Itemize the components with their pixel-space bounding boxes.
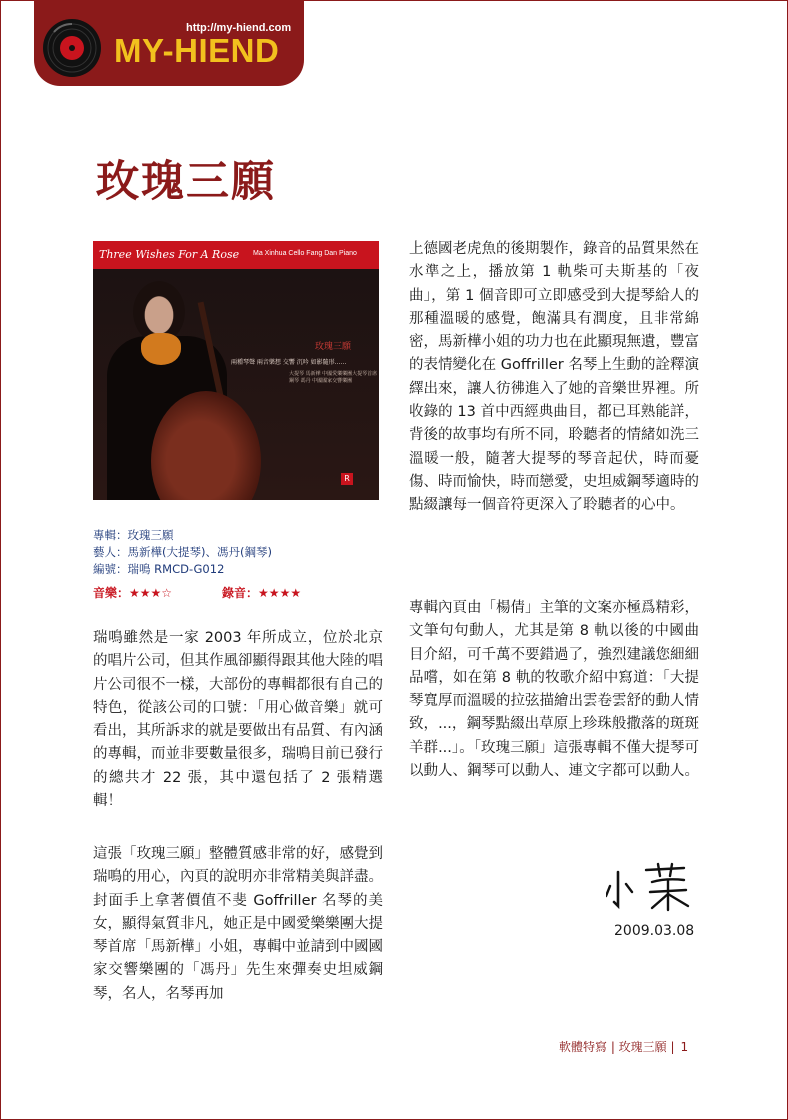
signature-date: 2009.03.08 xyxy=(614,923,695,939)
site-url[interactable]: http://my-hiend.com xyxy=(186,22,292,34)
page-number: 1 xyxy=(680,1040,689,1054)
handwritten-signature xyxy=(606,862,696,914)
ratings xyxy=(93,584,301,601)
music-rating: 音樂：★★★☆ xyxy=(93,586,173,600)
body-paragraph: 這張「玫瑰三願」整體質感非常的好，感覺到瑞鳴的用心，內頁的說明亦非常精美與詳盡。封面手上拿著價值不斐 Goffriller 名琴的美女，顯得氣質非凡，她正是中國愛樂樂團大提琴首席「馬新樺」小姐，專輯中並請到中國國家交響樂團的「馮丹」先生來彈奏史坦威鋼琴，名人，名琴再加 xyxy=(93,846,383,1002)
recording-rating: 錄音：★★★★ xyxy=(222,586,302,600)
cover-detail-line: 鋼琴 馮丹 中國國家交響樂團 xyxy=(289,378,353,384)
site-brand[interactable]: MY-HIEND xyxy=(114,32,280,69)
site-header-badge[interactable] xyxy=(34,0,304,86)
album-cover-image xyxy=(93,241,379,500)
cover-chinese-title: 玫瑰三願 xyxy=(315,342,352,352)
body-paragraph: 專輯內頁由「楊倩」主筆的文案亦極爲精彩，文筆句句動人，尤其是第 8 軌以後的中國曲目介紹，可千萬不要錯過了，強烈建議您細細品嚐，如在第 8 軌的牧歌介紹中寫道：「大提琴寬厚而溫暖的拉弦描繪出雲卷雲舒的動人情致，...，鋼琴點綴出草原上珍珠般撒落的斑斑羊群...」。「玫瑰三願」這張專輯不僅大提琴可以動人、鋼琴可以動人、連文字都可以動人。 xyxy=(409,600,699,780)
album-meta xyxy=(93,527,272,578)
page-footer xyxy=(559,1038,688,1055)
footer-label: 軟體特寫 | 玫瑰三願 | xyxy=(559,1040,675,1054)
album-catalog: 編號：瑞鳴 RMCD-G012 xyxy=(93,562,225,576)
label-logo-icon: R xyxy=(341,473,353,485)
album-name: 專輯：玫瑰三願 xyxy=(93,528,174,542)
cover-english-title: Three Wishes For A Rose xyxy=(99,248,240,261)
album-artist: 藝人：馬新樺(大提琴)、馮丹(鋼琴) xyxy=(93,545,272,559)
cover-scarf xyxy=(141,333,181,365)
vinyl-record-icon xyxy=(42,18,102,78)
cover-detail-line: 大提琴 馬新樺 中國愛樂樂團大提琴首席 xyxy=(289,371,378,377)
cover-credits: Ma Xinhua Cello Fang Dan Piano xyxy=(253,250,357,257)
cover-details xyxy=(289,371,377,385)
cover-subtitle: 兩種琴聲 兩音樂想 交響 沉吟 如影隨形…… xyxy=(231,359,347,366)
body-paragraph: 上德國老虎魚的後期製作，錄音的品質果然在水準之上，播放第 1 軌柴可夫斯基的「夜曲」，第 1 個音即可立即感受到大提琴給人的那種溫暖的感覺，飽滿具有潤度，且非常綿密，馬新樺小姐的功力也在此顯現無遺，豐富的表情變化在 Goffriller 名琴上生動的詮釋演繹出來，讓人彷彿進入了她的音樂世界裡。所收錄的 13 首中西經典曲目，都已耳熟能詳，背後的故事均有所不同，聆聽者的情緒如洗三溫暖一般，隨著大提琴的琴音起伏，時而憂傷、時而愉快，時而戀愛，史坦威鋼琴適時的點綴讓每一個音符更深入了聆聽者的心中。 xyxy=(409,241,699,514)
body-paragraph: 瑞鳴雖然是一家 2003 年所成立，位於北京的唱片公司，但其作風卻顯得跟其他大陸的唱片公司很不一樣，大部份的專輯都很有自己的特色，從該公司的口號：「用心做音樂」就可看出，其所訴求的就是要做出有品質、有內涵的專輯，而並非要數量很多，瑞鳴目前已發行的總共才 22 張，其中還包括了 2 張精選輯！ xyxy=(93,630,383,810)
article-title: 玫瑰三願 xyxy=(96,157,276,207)
